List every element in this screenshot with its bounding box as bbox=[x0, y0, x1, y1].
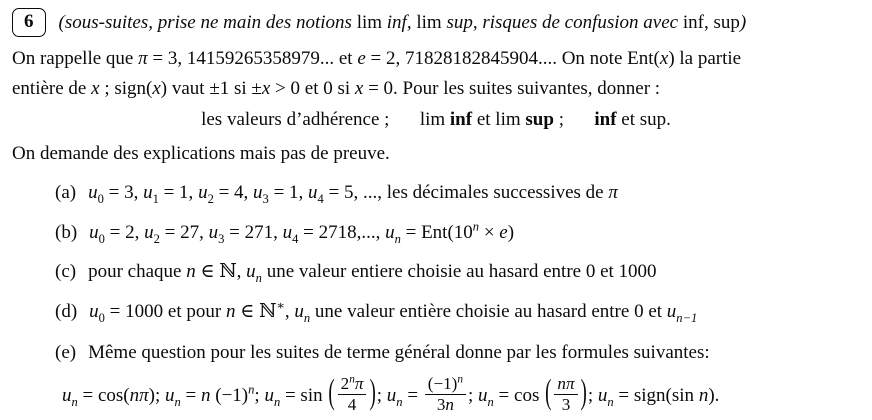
text-run: n bbox=[472, 219, 480, 234]
fraction-2npi-over-4 bbox=[338, 375, 367, 415]
text-run: u bbox=[198, 182, 208, 204]
text-run: u bbox=[89, 221, 99, 243]
text-run: u bbox=[478, 384, 488, 406]
left-paren: ( bbox=[328, 373, 335, 413]
item-d bbox=[55, 298, 860, 327]
item-d-content bbox=[89, 298, 698, 325]
item-c bbox=[55, 258, 860, 287]
text-run: e bbox=[499, 221, 508, 243]
intro-line-2 bbox=[12, 74, 860, 104]
item-c-label: (c) bbox=[55, 261, 77, 283]
text-run: u bbox=[264, 384, 274, 406]
text-run: x bbox=[91, 77, 100, 99]
text-run: u bbox=[165, 384, 175, 406]
text-run: n bbox=[394, 231, 401, 246]
text-run: 4 bbox=[292, 231, 299, 246]
text-run: n bbox=[303, 310, 311, 325]
text-run: ) vaut ±1 si ± bbox=[160, 77, 262, 99]
text-run: une valeur entiere choisie au hasard entre 0 et 1000 bbox=[261, 261, 657, 283]
text-run: 2 bbox=[207, 192, 214, 207]
text-run: n bbox=[255, 271, 262, 286]
text-run: = 5, ..., les décimales successives de bbox=[323, 182, 609, 204]
text-run: u bbox=[385, 221, 395, 243]
text-run: ; sign( bbox=[99, 77, 153, 99]
text-run: n bbox=[487, 394, 494, 409]
text-run: ∈ ℕ, bbox=[195, 261, 247, 283]
text-run: e bbox=[357, 48, 366, 69]
text-run: u bbox=[253, 182, 263, 204]
fraction-numerator bbox=[338, 375, 367, 395]
text-run: 3 bbox=[262, 192, 269, 207]
text-run: = 0. Pour les suites suivantes, donner : bbox=[363, 77, 661, 99]
formula-frac-sep bbox=[468, 385, 478, 406]
text-run: n bbox=[248, 382, 255, 397]
text-run: u bbox=[246, 261, 256, 283]
text-run: sup, risques de confusion avec bbox=[446, 11, 683, 33]
text-run: ) bbox=[739, 11, 747, 33]
text-run: = 1, bbox=[268, 182, 309, 204]
text-run: 3 bbox=[218, 231, 225, 246]
text-run: ; bbox=[376, 384, 387, 406]
text-run: u bbox=[666, 300, 677, 322]
tasks-line bbox=[12, 105, 860, 135]
fraction-denominator bbox=[425, 395, 466, 414]
intro-line-1 bbox=[12, 44, 860, 74]
item-a bbox=[55, 179, 860, 208]
text-run: u bbox=[282, 221, 293, 243]
text-run: x bbox=[261, 77, 271, 99]
text-run: n bbox=[349, 373, 355, 386]
text-run: nπ bbox=[129, 384, 149, 406]
text-run: 4 bbox=[347, 395, 357, 415]
text-run: n bbox=[457, 373, 463, 386]
text-run: n bbox=[71, 394, 78, 409]
fraction-numerator bbox=[554, 375, 577, 395]
text-run: u bbox=[597, 384, 608, 406]
text-run: = 1000 et pour bbox=[104, 300, 226, 322]
text-run: ); bbox=[148, 384, 166, 406]
formula-sign-sin-n bbox=[597, 384, 720, 409]
text-run: 4 bbox=[317, 192, 324, 207]
text-run: = 271, bbox=[224, 221, 283, 243]
text-run: u bbox=[294, 300, 304, 322]
fraction-numerator bbox=[425, 375, 466, 395]
text-run: π bbox=[138, 48, 148, 69]
text-run: ; bbox=[553, 109, 569, 131]
text-run: u bbox=[89, 300, 99, 322]
text-run: entière de bbox=[12, 77, 92, 99]
text-run: Même question pour les suites de terme général donne par les formules suivantes: bbox=[88, 342, 710, 364]
text-run: ∗ bbox=[276, 298, 285, 313]
text-run: u bbox=[386, 384, 397, 406]
text-run: = sign(sin bbox=[613, 384, 699, 406]
text-run: x bbox=[152, 77, 161, 99]
formula-cos-npi bbox=[62, 384, 166, 409]
text-run: n bbox=[607, 394, 614, 409]
text-run: 3 bbox=[436, 395, 446, 415]
text-run: n bbox=[445, 395, 454, 415]
text-run: = 2718,..., bbox=[298, 221, 386, 243]
exercise-title bbox=[59, 12, 747, 34]
formula-sin-lhs bbox=[264, 384, 328, 409]
item-e-label: (e) bbox=[55, 342, 77, 364]
text-run: = cos( bbox=[77, 384, 130, 406]
fraction-minus1n-over-3n bbox=[425, 375, 466, 415]
item-a-content bbox=[88, 182, 618, 207]
text-run: 2 bbox=[153, 231, 160, 246]
formula-frac-lhs bbox=[386, 384, 423, 409]
text-run: π bbox=[354, 373, 364, 393]
text-run: = Ent(10 bbox=[400, 221, 473, 243]
text-run: = bbox=[402, 384, 423, 406]
text-run: u bbox=[62, 384, 72, 406]
text-run: inf, bbox=[386, 11, 417, 33]
exercise-number-box: 6 bbox=[12, 8, 46, 37]
fraction-npi-over-3 bbox=[554, 375, 577, 415]
text-run: u bbox=[308, 182, 318, 204]
text-run: × bbox=[479, 221, 500, 243]
text-run: u bbox=[208, 221, 219, 243]
text-run: > 0 et 0 si bbox=[270, 77, 355, 99]
text-run: = 2, 71828182845904.... On note Ent( bbox=[365, 48, 660, 69]
formula-n-minus1-pow-n bbox=[165, 382, 265, 409]
text-run: pour chaque bbox=[88, 261, 187, 283]
text-run: ; bbox=[587, 384, 598, 406]
text-run: n bbox=[186, 261, 196, 283]
item-b-label: (b) bbox=[55, 221, 78, 243]
formulas-line bbox=[62, 373, 860, 417]
text-run: et sup. bbox=[616, 109, 671, 131]
text-run: les valeurs d’adhérence ; bbox=[201, 109, 395, 131]
text-run: inf bbox=[594, 109, 617, 131]
text-run: n bbox=[201, 384, 211, 406]
formula-cos-lhs bbox=[478, 384, 545, 409]
text-run: n bbox=[174, 394, 181, 409]
item-d-label: (d) bbox=[55, 300, 78, 322]
text-run: ; bbox=[468, 384, 479, 406]
text-run: 1 bbox=[152, 192, 159, 207]
text-run: = 4, bbox=[213, 182, 254, 204]
item-a-label: (a) bbox=[55, 182, 77, 204]
text-run: = 3, 14159265358979... et bbox=[147, 48, 358, 69]
text-run: 0 bbox=[98, 310, 105, 325]
text-run: , bbox=[284, 300, 295, 322]
text-run: π bbox=[608, 182, 618, 204]
text-run: = 3, bbox=[103, 182, 144, 204]
text-run: u bbox=[144, 221, 154, 243]
text-run: lim bbox=[419, 109, 450, 131]
text-run: ; bbox=[254, 384, 265, 406]
text-run: = 27, bbox=[159, 221, 209, 243]
text-run: = sin bbox=[280, 384, 328, 406]
text-run: 0 bbox=[97, 192, 104, 207]
fraction-denominator bbox=[338, 395, 367, 414]
text-run: 2 bbox=[340, 373, 350, 393]
text-run: ∈ ℕ bbox=[235, 300, 277, 322]
text-run: u bbox=[143, 182, 153, 204]
text-run: inf bbox=[449, 109, 473, 131]
item-b bbox=[55, 219, 860, 248]
text-run: (−1) bbox=[210, 384, 249, 406]
left-paren: ( bbox=[545, 373, 552, 413]
item-c-content bbox=[88, 261, 657, 286]
right-paren: ) bbox=[369, 373, 376, 413]
right-paren: ) bbox=[580, 373, 587, 413]
item-e-content bbox=[88, 342, 710, 363]
text-run: = 2, bbox=[104, 221, 145, 243]
item-b-content bbox=[89, 219, 515, 246]
note-line: On demande des explications mais pas de preuve. bbox=[12, 142, 390, 164]
formula-minus1-over-3n bbox=[386, 373, 479, 415]
item-e bbox=[55, 339, 860, 368]
formula-cos-sep bbox=[588, 385, 598, 406]
exercise-header bbox=[12, 8, 860, 37]
text-run: ). bbox=[708, 384, 720, 406]
text-run: inf, sup bbox=[682, 11, 740, 33]
fraction-denominator bbox=[554, 395, 577, 414]
text-run: u bbox=[88, 182, 98, 204]
text-run: On rappelle que bbox=[12, 48, 139, 69]
formula-sin-sep bbox=[377, 385, 387, 406]
text-run: et lim bbox=[472, 109, 526, 131]
text-run: 3 bbox=[561, 395, 571, 415]
text-run: x bbox=[659, 48, 669, 69]
text-run: = 1, bbox=[158, 182, 199, 204]
text-run: (−1) bbox=[427, 373, 458, 393]
text-run: ) bbox=[507, 221, 515, 243]
text-run: = bbox=[180, 384, 202, 406]
text-run: n bbox=[225, 300, 236, 322]
text-run: nπ bbox=[557, 373, 575, 393]
text-run: sup bbox=[525, 109, 554, 131]
text-run: 0 bbox=[98, 231, 105, 246]
text-run: n bbox=[273, 394, 281, 409]
text-run: n bbox=[396, 394, 403, 409]
text-run: une valeur entière choisie au hasard entre 0 et bbox=[310, 300, 667, 322]
formula-sin-fraction bbox=[264, 373, 387, 415]
text-run: = cos bbox=[493, 384, 545, 406]
text-run: lim bbox=[356, 11, 387, 33]
text-run: n−1 bbox=[676, 310, 698, 325]
text-run: lim bbox=[416, 11, 447, 33]
text-run: n bbox=[698, 384, 709, 406]
text-run: x bbox=[354, 77, 364, 99]
text-run: (sous-suites, prise ne main des notions bbox=[58, 11, 357, 33]
text-run: ) la partie bbox=[668, 48, 742, 69]
